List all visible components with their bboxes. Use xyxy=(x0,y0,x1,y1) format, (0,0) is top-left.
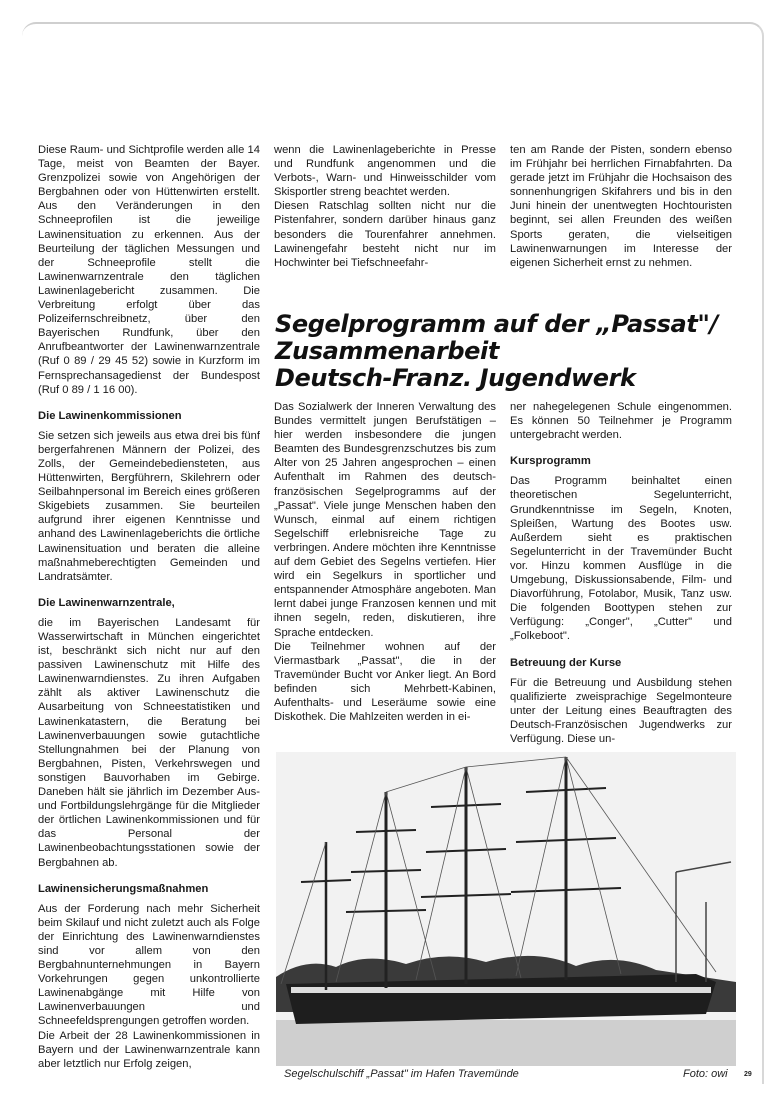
paragraph: Das Programm beinhaltet einen theoretischen Segelunterricht, Grundkenntnisse im Segeln, Knoten, Spleißen, Wartung des Bootes usw. Außerdem sieht es praktischen Segelunterricht in der Travemünder Bucht vor. Hinzu kommen Ausflüge in die Umgebung, Diskussionsabende, Film- und Diavorführung, Fotolabor, Musik, Tanz usw. Die folgenden Boottypen stehen zur Verfügung: „Conger", „Cutter" und „Folkeboot". xyxy=(510,475,732,643)
paragraph: Sie setzen sich jeweils aus etwa drei bis fünf bergerfahrenen Männern der Polizei, des Zolls, der Gemeindebediensteten, aus Hüttenwirten, Bergführern, Skilehrern oder Seilbahnpersonal im Bereich eines größeren Skigebiets zusammen. Sie beurteilen aufgrund ihrer eigenen Kenntnisse und anhand des Lawinenlageberichts die örtliche Lawinensituation und beraten die alleine maßnahmeberechtigten Gemeinden und Landratsämter. xyxy=(38,429,260,583)
article-column-1 xyxy=(274,400,496,724)
paragraph: Für die Betreuung und Ausbildung stehen qualifizierte zweisprachige Segelmonteure unter der Leitung eines Beauftragten des Deutsch-Französischen Jugendwerks zur Verfügung. Diese un- xyxy=(510,676,732,745)
text-column-2 xyxy=(274,143,496,270)
text-column-1 xyxy=(38,143,260,1071)
section-heading: Die Lawinenkommissionen xyxy=(38,409,182,422)
headline-line: Segelprogramm auf der „Passat"/ xyxy=(275,310,718,338)
paragraph: Diese Raum- und Sichtprofile werden alle 14 Tage, meist von Beamten der Bayer. Grenzpolizei sowie von Angehörigen der Bergbahnen oder von Hüttenwirten erstellt. Aus den Veränderungen in den Schneeprofilen ist die jeweilige Lawinensituation zu erkennen. Aus der Beurteilung der täglichen Messungen und der Schneeprofile stellt die Lawinenwarnzentrale den täglichen Lawinenlagebericht zusammen. Die Verbreitung erfolgt über das Polizeifernschreibnetz, über den Bayerischen Rundfunk, über den Anrufbeantworter der Lawinenwarnzentrale (Ruf 0 89 / 29 45 52) sowie in Kurzform im Fernsprechansagedienst der Bundespost (Ruf 0 89 / 1 16 00). xyxy=(38,144,260,396)
paragraph: Die Arbeit der 28 Lawinenkommissionen in Bayern und der Lawinenwarnzentrale kann aber letztlich nur Erfolg zeigen, xyxy=(38,1029,260,1070)
paragraph: Das Sozialwerk der Inneren Verwaltung des Bundes vermittelt jungen Berufstätigen – hier werden insbesondere die jungen Beamten des Bundesgrenzschutzes bis zum Alter von 25 Jahren angesprochen – einen Aufenthalt im Rahmen des deutsch-französischen Segelprogramms auf der „Passat". Viele junge Menschen haben den Wunsch, einmal auf einem richtigen Segelschiff erlebnisreiche Tage zu verbringen. Andere möchten ihre Kenntnisse auf dem Gebiet des Segelns vertiefen. Hier wird ein Segelkurs in sportlicher und entspannender Atmosphäre angeboten. Man lernt dabei junge Franzosen kennen und mit ihnen segeln, reden, diskutieren, ihre Sprache entdecken. xyxy=(274,401,496,639)
text-column-3 xyxy=(510,143,732,270)
paragraph: ner nahegelegenen Schule eingenommen. Es können 50 Teilnehmer je Programm untergebracht werden. xyxy=(510,401,732,442)
section-heading: Betreuung der Kurse xyxy=(510,656,622,669)
paragraph: Aus der Forderung nach mehr Sicherheit beim Skilauf und nicht zuletzt auch als Folge der Einrichtung des Lawinenwarndienstes sind vor allem von den Bergbahnunternehmungen in Bayern Vorkehrungen gegen unkontrollierte Lawinenabgänge mit Hilfe von Lawinenverbauungen und Schneefeldsprengungen getroffen worden. xyxy=(38,902,260,1028)
page-number: 29 xyxy=(744,1071,752,1078)
paragraph: ten am Rande der Pisten, sondern ebenso im Frühjahr bei herrlichen Firnabfahrten. Da gerade jetzt im Frühjahr die Hochsaison des sonnenhungrigen Skifahrers und bis in den Juni hinein der unentwegten Hochtouristen beginnt, sei allen Freunden des weißen Sports geraten, die vielseitigen Lawinenwarnungen im Interesse der eigenen Sicherheit ernst zu nehmen. xyxy=(510,144,732,269)
ship-photo xyxy=(276,752,736,1066)
section-heading: Kursprogramm xyxy=(510,455,591,468)
photo-caption: Segelschulschiff „Passat" im Hafen Travemünde xyxy=(284,1068,519,1080)
paragraph: wenn die Lawinenlageberichte in Presse und Rundfunk angenommen und die Verbots-, Warn- und Hinweisschilder vom Skisportler streng beachtet werden. xyxy=(274,144,496,199)
section-heading: Die Lawinenwarnzentrale, xyxy=(38,596,175,609)
paragraph: Die Teilnehmer wohnen auf der Viermastbark „Passat", die in der Travemünder Bucht vor Anker liegt. An Bord befinden sich Mehrbett-Kabinen, Aufenthalts- und Leseräume sowie eine Diskothek. Die Mahlzeiten werden in ei- xyxy=(274,640,496,724)
photo-credit: Foto: owi xyxy=(683,1068,728,1080)
article-headline xyxy=(275,311,745,392)
section-heading: Lawinensicherungsmaßnahmen xyxy=(38,882,209,895)
headline-line: Zusammenarbeit xyxy=(275,337,499,365)
article-column-2 xyxy=(510,400,732,746)
paragraph: Diesen Ratschlag sollten nicht nur die Pistenfahrer, sondern darüber hinaus ganz besonders die Tourenfahrer annehmen. Lawinengefahr besteht nicht nur im Hochwinter bei Tiefschneefahr- xyxy=(274,200,496,269)
ship-illustration xyxy=(276,752,736,1066)
paragraph: die im Bayerischen Landesamt für Wasserwirtschaft in München eingerichtet ist, beschränkt sich nicht nur auf den passiven Lawinenschutz mit Hilfe des Lawinenwarndienstes. Zu ihren Aufgaben zählt als aktiver Lawinenschutz die Ausarbeitung von Schneestatistiken und Lawinenkatastern, die Beratung bei Lawinenverbauungen sowie gutachtliche Stellungnahmen bei der Planung von Bergbahnen, Pisten, Verkehrswegen und sonstigen Bauvorhaben im Gebirge. Daneben hält sie jährlich im Dezember Aus- und Fortbildungslehrgänge für die Mitglieder der örtlichen Lawinenkommissionen und für das Personal der Lawinenbeobachtungsstationen sowie der Bergbahnen ab. xyxy=(38,616,260,869)
headline-line: Deutsch-Franz. Jugendwerk xyxy=(275,364,636,392)
